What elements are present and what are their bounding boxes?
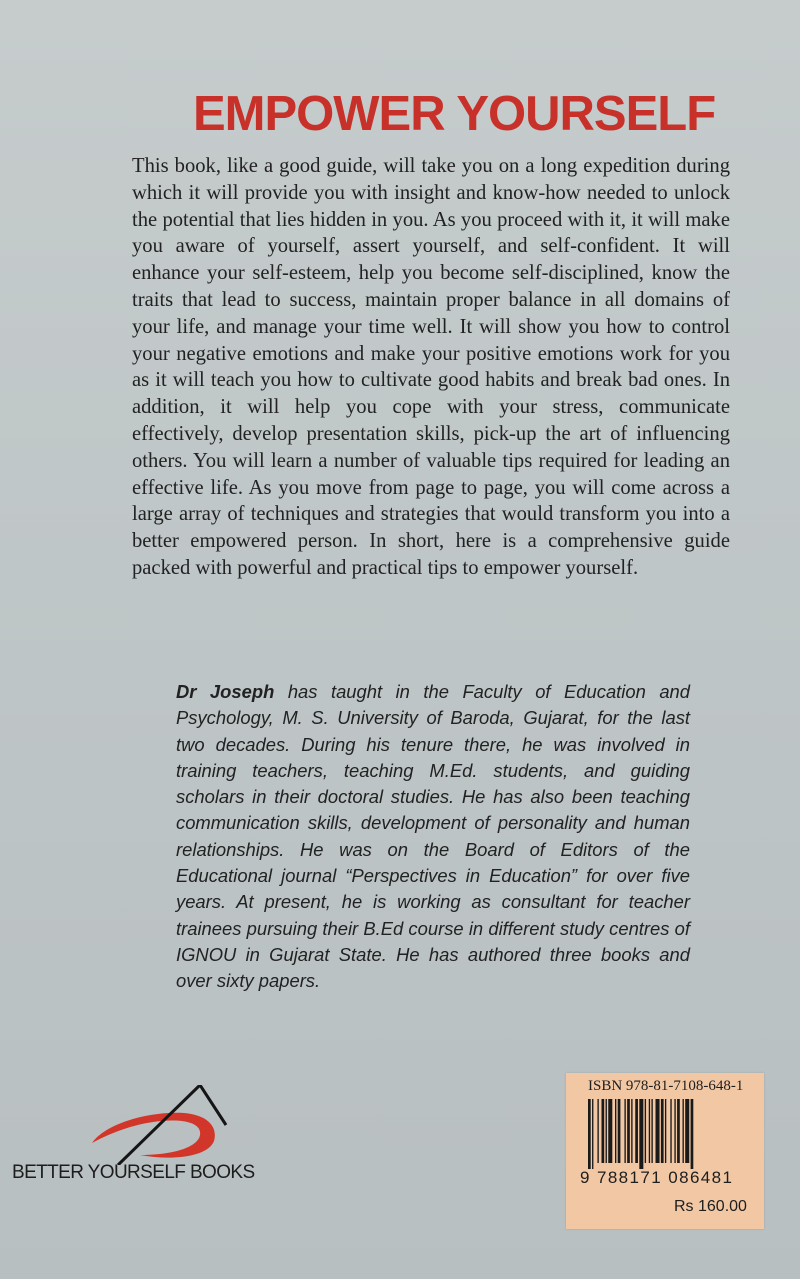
author-bio-text: has taught in the Faculty of Education and Psychology, M. S. University of Baroda, Gujarat, for the last two decades. During his tenure there, he was involved in training teachers, teaching M.Ed. students, and guiding scholars in their doctoral studies. He has also been teaching communication skills, development of personality and human relationships. He was on the Board of Editors of the Educational journal “Perspectives in Education” for over five years. At present, he is working as consultant for teacher trainees pursuing their B.Ed course in different study centres of IGNOU in Gujarat State. He has authored three books and over sixty papers. bbox=[176, 681, 691, 992]
barcode-icon bbox=[586, 1099, 754, 1169]
isbn-text: ISBN 978-81-7108-648-1 bbox=[588, 1078, 744, 1094]
author-name: Dr Joseph bbox=[176, 681, 275, 702]
author-bio bbox=[176, 679, 690, 995]
publisher-name: BETTER YOURSELF BOOKS bbox=[12, 1162, 255, 1183]
book-blurb: This book, like a good guide, will take you on a long expedition during which it will provide you with insight and know-how needed to unlock the potential that lies hidden in you. As you proceed with it, it will make you aware of yourself, assert yourself, and self-confident. It will enhance your self-esteem, help you become self-disciplined, know the traits that lead to success, maintain proper balance in all domains of your life, and manage your time well. It will show you how to control your negative emotions and make your positive emotions work for you as it will teach you how to cultivate good habits and break bad ones. In addition, it will help you cope with your stress, communicate effectively, develop presentation skills, pick-up the art of influencing others. You will learn a number of valuable tips required for leading an effective life. As you move from page to page, you will come across a large array of techniques and strategies that would transform you into a better empowered person. In short, here is a comprehensive guide packed with powerful and practical tips to empower yourself. bbox=[132, 155, 730, 579]
swoosh-logo-icon bbox=[88, 1085, 234, 1165]
book-title: EMPOWER YOURSELF bbox=[193, 87, 716, 141]
barcode-number: 9 788171 086481 bbox=[580, 1168, 734, 1187]
price-tag: Rs 160.00 bbox=[674, 1198, 747, 1215]
barcode-label bbox=[566, 1073, 764, 1229]
